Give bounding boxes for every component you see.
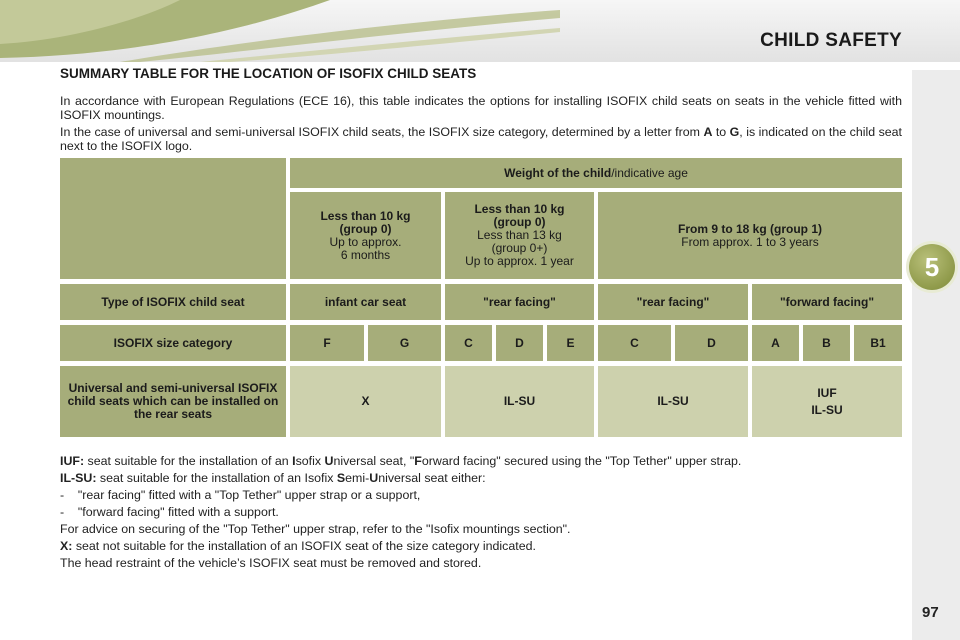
table-corner-cell	[60, 158, 286, 279]
legend-term: IL-SU:	[60, 471, 97, 485]
size-cell: E	[547, 325, 594, 361]
group-title: Less than 10 kg	[474, 202, 565, 216]
legend-iuf	[60, 454, 902, 468]
legend-text: seat suitable for the installation of an Isofix	[96, 471, 337, 485]
decorative-swoosh-graphic	[0, 0, 560, 62]
intro-letter-a: A	[703, 125, 713, 139]
legend-text: niversal seat, "	[333, 454, 415, 468]
size-cell: D	[496, 325, 543, 361]
legend-text: orward facing" secured using the "Top Tether" upper strap.	[421, 454, 742, 468]
intro-text-part: to	[712, 125, 730, 139]
group-age-line: Less than 13 kg	[477, 228, 562, 242]
size-cell: C	[445, 325, 492, 361]
weight-header	[504, 167, 688, 180]
legend-term: IUF:	[60, 454, 85, 468]
section-title: SUMMARY TABLE FOR THE LOCATION OF ISOFIX CHILD SEATS	[60, 66, 477, 81]
group-age-line: 6 months	[340, 247, 391, 262]
size-cell: D	[675, 325, 748, 361]
intro-letter-g: G	[729, 125, 740, 139]
intro-text-part: In the case of universal and semi-universal ISOFIX child seats, the ISOFIX size category, determined by a letter from	[60, 125, 704, 139]
chapter-title: CHILD SAFETY	[760, 30, 902, 51]
group-age-line: Up to approx.	[329, 234, 402, 249]
legend-text: emi-	[345, 471, 370, 485]
chapter-number-tab[interactable]: 5	[909, 244, 955, 290]
type-cell: "rear facing"	[445, 284, 594, 320]
group-subtitle: (group 0)	[339, 221, 392, 236]
size-cell: G	[368, 325, 441, 361]
legend-bullet-1: - "rear facing" fitted with a "Top Tether" upper strap or a support,	[60, 488, 421, 502]
size-row-label: ISOFIX size category	[60, 325, 286, 361]
group-title: From 9 to 18 kg (group 1)	[677, 221, 822, 236]
legend-letter: F	[414, 454, 422, 468]
side-strip	[912, 70, 960, 640]
legend-letter: U	[324, 454, 334, 468]
legend-letter: S	[336, 471, 346, 485]
suitability-ilsu: IL-SU	[811, 402, 843, 417]
group-cell-1	[290, 192, 441, 279]
header-band	[0, 0, 960, 62]
weight-header-rest: /indicative age	[611, 165, 688, 180]
suitability-cell: IL-SU	[598, 366, 748, 437]
legend-advice: For advice on securing of the "Top Tether" upper strap, refer to the "Isofix mountings section".	[60, 522, 571, 536]
page-number: 97	[922, 604, 939, 621]
group-age-line: Up to approx. 1 year	[465, 254, 574, 268]
legend-text: sofix	[295, 454, 325, 468]
group-title: Less than 10 kg	[320, 208, 411, 223]
suitability-iuf: IUF	[817, 385, 837, 400]
group-age-line: From approx. 1 to 3 years	[681, 234, 819, 249]
group-cell-3	[598, 192, 902, 279]
group-age-line: (group 0+)	[491, 241, 548, 255]
size-cell: A	[752, 325, 799, 361]
type-cell: "forward facing"	[752, 284, 902, 320]
size-cell: B1	[854, 325, 902, 361]
legend	[60, 454, 902, 573]
group-subtitle: (group 0)	[493, 215, 546, 229]
weight-header-bold: Weight of the child	[504, 165, 612, 180]
legend-letter: I	[292, 454, 296, 468]
type-row-label: Type of ISOFIX child seat	[60, 284, 286, 320]
intro-paragraph-1: In accordance with European Regulations (ECE 16), this table indicates the options for installing ISOFIX child seats on seats in the vehicle fitted with ISOFIX mountings.	[60, 94, 902, 122]
legend-text: niversal seat either:	[378, 471, 486, 485]
legend-x	[60, 539, 902, 553]
size-cell: B	[803, 325, 850, 361]
intro-paragraph-2	[60, 125, 902, 153]
legend-term: X:	[60, 539, 73, 553]
suitability-row-label: Universal and semi-universal ISOFIX child seats which can be installed on the rear seats	[60, 366, 286, 437]
type-cell: "rear facing"	[598, 284, 748, 320]
intro-text-part: , is indicated on the child seat next to the ISOFIX logo.	[60, 125, 902, 153]
legend-text: seat suitable for the installation of an	[84, 454, 293, 468]
suitability-cell: X	[290, 366, 441, 437]
suitability-cell: IL-SU	[445, 366, 594, 437]
legend-text: seat not suitable for the installation of an ISOFIX seat of the size category indicated.	[72, 539, 536, 553]
intro-text	[60, 94, 902, 156]
weight-header-cell	[290, 158, 902, 188]
legend-final: The head restraint of the vehicle’s ISOFIX seat must be removed and stored.	[60, 556, 482, 570]
size-cell: C	[598, 325, 671, 361]
type-cell: infant car seat	[290, 284, 441, 320]
suitability-cell-iuf	[752, 366, 902, 437]
size-cell: F	[290, 325, 364, 361]
group-cell-2	[445, 192, 594, 279]
legend-letter: U	[369, 471, 379, 485]
legend-bullet-2: - "forward facing" fitted with a support.	[60, 505, 279, 519]
legend-ilsu	[60, 471, 902, 485]
